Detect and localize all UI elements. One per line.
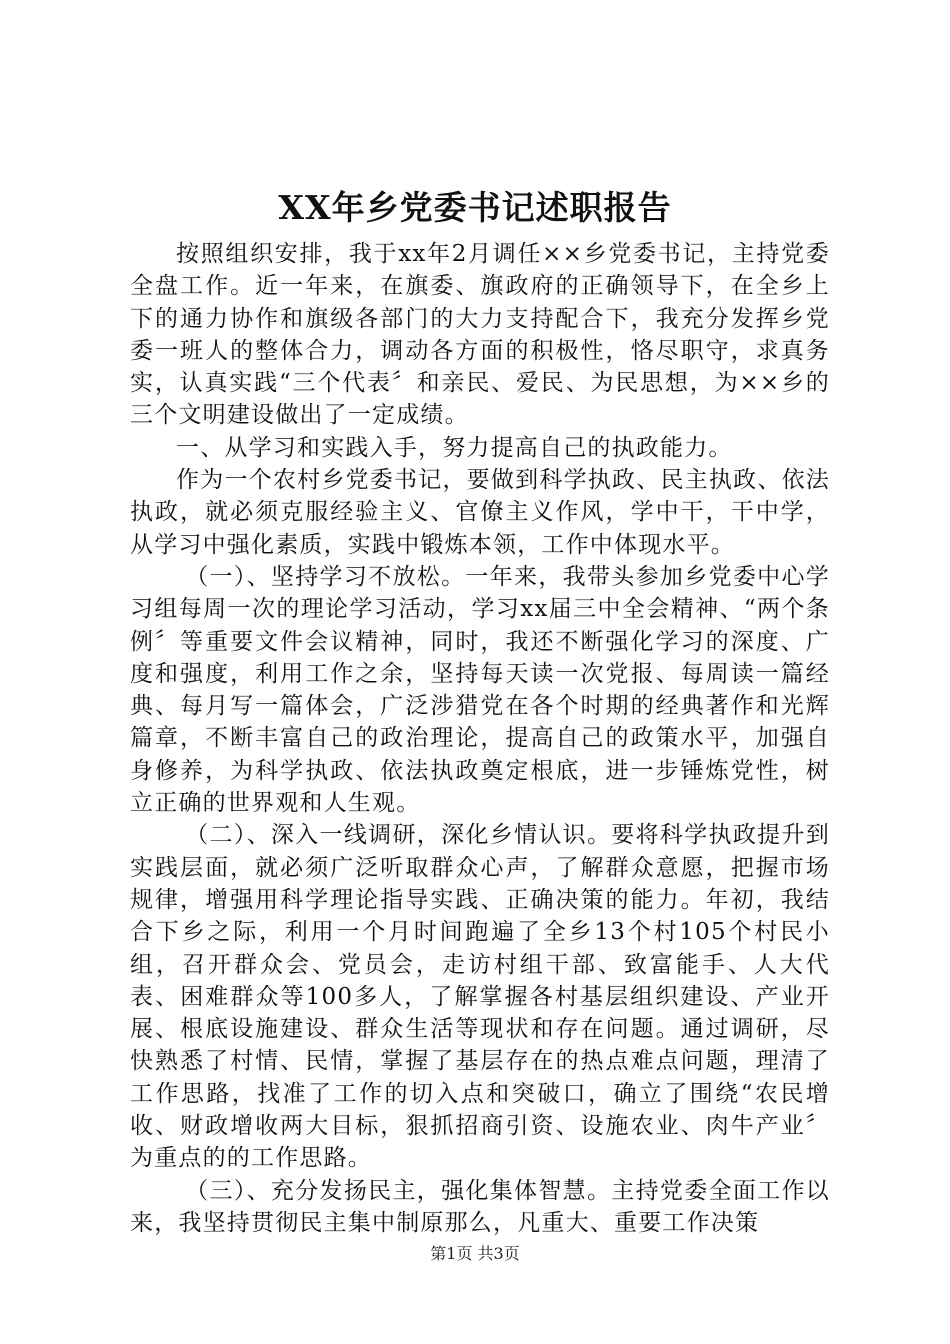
document-body [130,238,830,1239]
document-title: XX年乡党委书记述职报告 [278,188,672,227]
paragraph-section-1: 作为一个农村乡党委书记，要做到科学执政、民主执政、依法执政，就必须克服经验主义、官僚主义作风，学中干，干中学，从学习中强化素质，实践中锻炼本领，工作中体现水平。 [130,467,830,558]
paragraph-subsection-2: （二）、深入一线调研，深化乡情认识。要将科学执政提升到实践层面，就必须广泛听取群众心声，了解群众意愿，把握市场规律，增强用科学理论指导实践、正确决策的能力。年初，我结合下乡之际，利用一个月时间跑遍了全乡13个村105个村民小组，召开群众会、党员会，走访村组干部、致富能手、人大代表、困难群众等100多人，了解掌握各村基层组织建设、产业开展、根底设施建设、群众生活等现状和存在问题。通过调研，尽快熟悉了村情、民情，掌握了基层存在的热点难点问题，理清了工作思路，找准了工作的切入点和突破口，确立了围绕“农民增收、财政增收两大目标，狠抓招商引资、设施农业、肉牛产业〞为重点的的工作思路。 [130,822,830,1172]
paragraph-subsection-1: （一）、坚持学习不放松。一年来，我带头参加乡党委中心学习组每周一次的理论学习活动，学习xx届三中全会精神、“两个条例〞等重要文件会议精神，同时，我还不断强化学习的深度、广度和强度，利用工作之余，坚持每天读一次党报、每周读一篇经典、每月写一篇体会，广泛涉猎党在各个时期的经典著作和光辉篇章，不断丰富自己的政治理论，提高自己的政策水平，加强自身修养，为科学执政、依法执政奠定根底，进一步锤炼党性，树立正确的世界观和人生观。 [130,563,830,817]
section-heading-1: 一、从学习和实践入手，努力提高自己的执政能力。 [176,434,733,461]
page-number-footer: 第1页 共3页 [430,1244,520,1263]
paragraph-intro: 按照组织安排，我于xx年2月调任××乡党委书记，主持党委全盘工作。近一年来，在旗委、旗政府的正确领导下，在全乡上下的通力协作和旗级各部门的大力支持配合下，我充分发挥乡党委一班人的整体合力，调动各方面的积极性，恪尽职守，求真务实，认真实践“三个代表〞和亲民、爱民、为民思想，为××乡的三个文明建设做出了一定成绩。 [130,241,830,429]
paragraph-subsection-3: （三）、充分发扬民主，强化集体智慧。主持党委全面工作以来，我坚持贯彻民主集中制原那么，凡重大、重要工作决策 [130,1177,830,1236]
